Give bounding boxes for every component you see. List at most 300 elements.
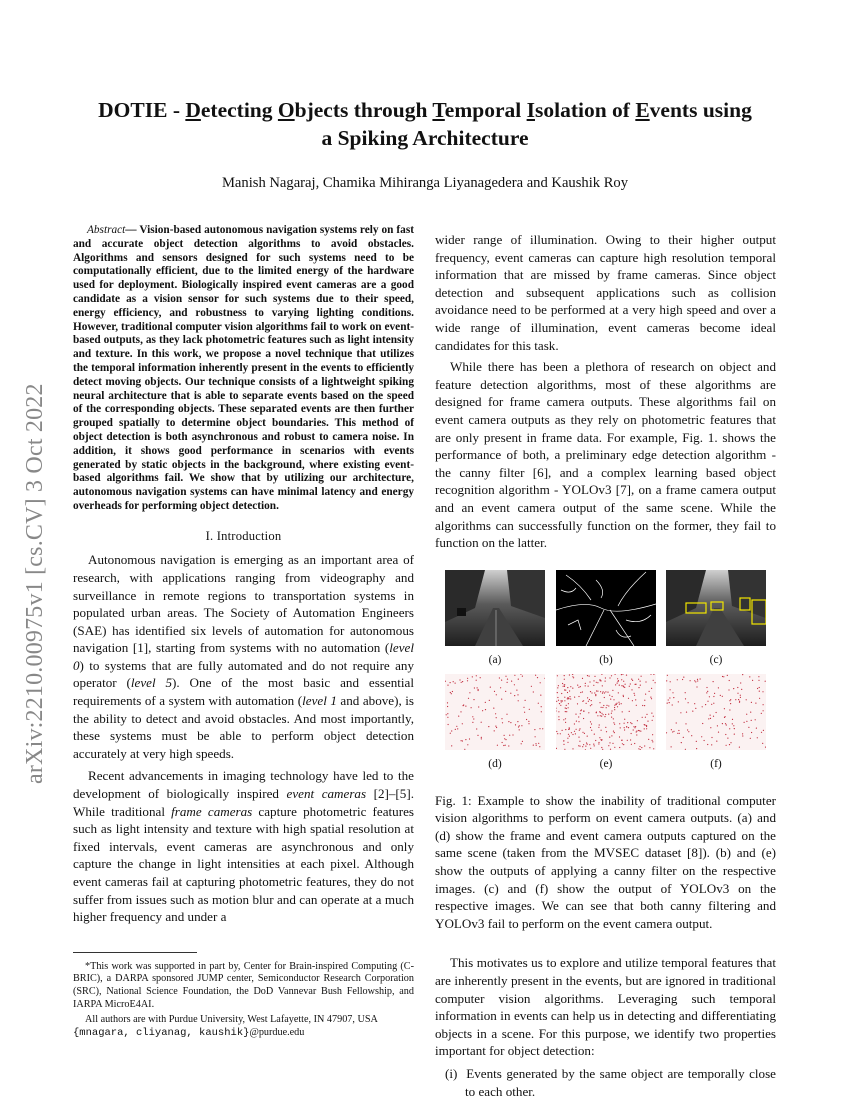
event-dot	[601, 747, 602, 748]
event-dot	[563, 740, 564, 741]
event-dot	[451, 730, 452, 731]
event-dot	[729, 680, 730, 681]
email-handles: {mnagara, cliyanag, kaushik}	[73, 1026, 250, 1039]
event-dot	[692, 710, 693, 711]
event-dot	[638, 748, 639, 749]
event-dot	[604, 716, 605, 717]
event-dot	[722, 723, 723, 724]
event-dot	[621, 674, 622, 675]
event-dot	[652, 719, 653, 720]
event-dot	[617, 681, 618, 682]
event-dot	[595, 694, 596, 695]
event-dot	[514, 684, 515, 685]
event-dot	[529, 708, 530, 709]
event-dot	[640, 684, 641, 685]
event-dot	[602, 692, 603, 693]
event-dot	[728, 689, 729, 690]
event-dot	[564, 689, 565, 690]
abstract-label: Abstract	[87, 224, 126, 236]
event-dot	[732, 718, 733, 719]
event-dot	[634, 692, 635, 693]
abstract-text: — Vision-based autonomous navigation systems rely on fast and accurate object detection algorithms to avoid obstacles. Algorithms and sensors designed for such systems need to be computationally efficient, due to the limited energy of the hardware used for deployment. Biologically inspired event cameras are a good candidate as a vision sensor for such systems due to their speed, energy efficiency, and robustness to varying lighting conditions. However, traditional computer vision algorithms fail to work on event-based outputs, as they lack photometric features such as light intensity and texture. In this work, we propose a novel technique that utilizes the temporal information inherently present in the events to efficiently detect moving objects. Our technique consists of a lightweight spiking neural architecture that is able to separate events based on the speed of the corresponding objects. These separated events are then further grouped spatially to determine object boundaries. This method of object detection is both asynchronous and robust to camera noise. In addition, it shows good performance in scenarios with events generated by static objects in the background, where existing event-based algorithms fail. We show that by utilizing our architecture, autonomous navigation systems can have minimal latency and energy overheads for performing object detection.	[73, 224, 414, 512]
event-dot	[651, 687, 652, 688]
event-dot	[461, 681, 462, 682]
event-dot	[644, 705, 645, 706]
event-dot	[575, 733, 576, 734]
event-dot	[629, 710, 630, 711]
event-dot	[465, 739, 466, 740]
event-dot	[746, 720, 747, 721]
title-cap-d: D	[185, 98, 201, 122]
event-dot	[710, 714, 711, 715]
event-dot	[578, 745, 579, 746]
event-dot	[569, 674, 570, 675]
event-dot	[472, 676, 473, 677]
event-dot	[450, 682, 451, 683]
event-dot	[695, 707, 696, 708]
event-dot	[690, 680, 691, 681]
event-dot	[502, 722, 503, 723]
event-dot	[558, 699, 559, 700]
event-dot	[585, 682, 586, 683]
event-dot	[729, 709, 730, 710]
event-dot	[579, 745, 580, 746]
event-dot	[503, 745, 504, 746]
text-run: capture photometric features such as light intensity and texture with high spatial resolution at fixed intervals, event cameras are asynchronous and only capture the change in light intensities at each pixel. Although event cameras fail at capturing photometric features, they do not suffer from issues such as motion blur and can operate at a much higher frequency and under a	[73, 803, 414, 925]
text-run: Autonomous navigation is emerging as an important area of research, with applications ranging from videography and surveillance in remote regions to transportation systems in populated urban areas. The Society of Automation Engineers (SAE) has identified six levels of automation for autonomous navigation [1], starting from systems with no automation (	[73, 552, 414, 656]
event-dot	[535, 743, 536, 744]
event-dot	[578, 721, 579, 722]
event-dot	[468, 697, 469, 698]
event-dot	[588, 712, 589, 713]
event-dot	[761, 731, 762, 732]
event-dot	[523, 706, 524, 707]
list-item-i	[435, 1065, 776, 1100]
event-dot	[590, 727, 591, 728]
event-dot	[447, 684, 448, 685]
event-dot	[746, 713, 747, 714]
event-dot	[567, 687, 568, 688]
event-dot	[749, 676, 750, 677]
event-dot	[671, 729, 672, 730]
event-dot	[688, 702, 689, 703]
event-dot	[568, 733, 569, 734]
event-dot	[569, 728, 570, 729]
event-dot	[516, 689, 517, 690]
event-dot	[517, 721, 518, 722]
event-dot	[496, 694, 497, 695]
event-dot	[627, 739, 628, 740]
event-dot	[494, 690, 495, 691]
event-dot	[587, 735, 588, 736]
email-domain: @purdue.edu	[249, 1026, 305, 1038]
event-dot	[614, 709, 615, 710]
event-dot	[478, 706, 479, 707]
figure-label-f: (f)	[710, 757, 722, 770]
event-dot	[506, 713, 507, 714]
event-dot	[587, 743, 588, 744]
title-word: vents using	[649, 98, 752, 122]
event-dot	[638, 687, 639, 688]
event-dot	[580, 686, 581, 687]
figure-1a-frame-image	[445, 570, 545, 646]
event-dot	[531, 685, 532, 686]
event-dot	[536, 744, 537, 745]
section-heading-introduction: I. Introduction	[205, 528, 282, 543]
event-dot	[540, 694, 541, 695]
event-dot	[586, 742, 587, 743]
event-dot	[683, 676, 684, 677]
event-dot	[646, 728, 647, 729]
event-dot	[729, 744, 730, 745]
event-dot	[669, 697, 670, 698]
event-dot	[748, 726, 749, 727]
event-dot	[625, 683, 626, 684]
event-dot	[582, 677, 583, 678]
event-dot	[594, 692, 595, 693]
event-dot	[584, 732, 585, 733]
event-dot	[670, 689, 671, 690]
event-dot	[727, 737, 728, 738]
event-dot	[613, 699, 614, 700]
event-dot	[687, 729, 688, 730]
event-dot	[535, 674, 536, 675]
event-dot	[729, 700, 730, 701]
event-dot	[557, 692, 558, 693]
event-dot	[685, 723, 686, 724]
event-dot	[711, 703, 712, 704]
figure-label-c: (c)	[709, 653, 723, 666]
event-dot	[635, 699, 636, 700]
event-dot	[697, 680, 698, 681]
event-dot	[597, 690, 598, 691]
event-dot	[707, 690, 708, 691]
event-dot	[467, 677, 468, 678]
event-dot	[615, 703, 616, 704]
event-dot	[678, 730, 679, 731]
event-dot	[601, 739, 602, 740]
event-dot	[579, 729, 580, 730]
event-dot	[752, 679, 753, 680]
event-dot	[591, 692, 592, 693]
event-dot	[563, 719, 564, 720]
list-text: Events generated by the same object are temporally close to each other.	[465, 1066, 776, 1099]
event-dot	[538, 702, 539, 703]
event-dot	[505, 739, 506, 740]
event-dot	[713, 681, 714, 682]
event-dot	[608, 713, 609, 714]
event-dot	[677, 679, 678, 680]
event-dot	[576, 728, 577, 729]
event-dot	[655, 682, 656, 683]
event-dot	[713, 702, 714, 703]
event-dot	[611, 716, 612, 717]
event-dot	[583, 710, 584, 711]
event-dot	[620, 727, 621, 728]
event-dot	[670, 681, 671, 682]
figure-1e-event-canny-image	[556, 674, 656, 750]
event-dot	[564, 684, 565, 685]
event-dot	[621, 703, 622, 704]
event-dot	[450, 692, 451, 693]
event-dot	[567, 741, 568, 742]
event-dot	[458, 715, 459, 716]
text-run: [2]–[5]. While traditional	[73, 786, 414, 819]
event-dot	[644, 724, 645, 725]
event-dot	[634, 694, 635, 695]
event-dot	[557, 687, 558, 688]
event-dot	[645, 681, 646, 682]
event-dot	[563, 743, 564, 744]
figure-label-e: (e)	[599, 757, 613, 770]
event-dot	[521, 725, 522, 726]
event-dot	[765, 680, 766, 681]
event-dot	[574, 696, 575, 697]
event-dot	[464, 748, 465, 749]
event-dot	[652, 741, 653, 742]
event-dot	[644, 699, 645, 700]
event-dot	[528, 723, 529, 724]
event-dot	[688, 731, 689, 732]
title-word: bjects through	[294, 98, 433, 122]
event-dot	[450, 732, 451, 733]
event-dot	[624, 727, 625, 728]
event-dot	[561, 693, 562, 694]
event-dot	[575, 713, 576, 714]
event-dot	[636, 731, 637, 732]
event-dot	[556, 700, 557, 701]
event-dot	[583, 744, 584, 745]
event-dot	[582, 731, 583, 732]
event-dot	[636, 704, 637, 705]
event-dot	[606, 731, 607, 732]
event-dot	[583, 718, 584, 719]
event-dot	[608, 705, 609, 706]
event-dot	[518, 726, 519, 727]
title-word: etecting	[200, 98, 278, 122]
event-dot	[565, 707, 566, 708]
event-dot	[585, 745, 586, 746]
event-dot	[585, 685, 586, 686]
event-dot	[632, 700, 633, 701]
event-dot	[755, 702, 756, 703]
event-dot	[509, 734, 510, 735]
event-dot	[739, 746, 740, 747]
abstract	[73, 224, 414, 514]
event-dot	[456, 725, 457, 726]
event-dot	[619, 736, 620, 737]
event-dot	[635, 683, 636, 684]
event-dot	[645, 716, 646, 717]
event-dot	[682, 679, 683, 680]
event-dot	[583, 700, 584, 701]
event-dot	[727, 674, 728, 675]
event-dot	[726, 724, 727, 725]
event-dot	[559, 703, 560, 704]
event-dot	[505, 675, 506, 676]
event-dot	[590, 705, 591, 706]
event-dot	[505, 690, 506, 691]
event-dot	[639, 746, 640, 747]
event-dot	[495, 713, 496, 714]
event-dot	[686, 711, 687, 712]
event-dot	[505, 744, 506, 745]
event-dot	[499, 677, 500, 678]
right-column	[435, 231, 776, 1100]
event-dot	[710, 717, 711, 718]
event-dot	[462, 681, 463, 682]
event-dot	[569, 727, 570, 728]
event-dot	[761, 712, 762, 713]
event-dot	[476, 728, 477, 729]
event-dot	[600, 691, 601, 692]
event-dot	[737, 692, 738, 693]
event-dot	[594, 733, 595, 734]
event-dot	[596, 711, 597, 712]
emphasis: level 0	[73, 640, 414, 673]
event-dot	[673, 730, 674, 731]
figure-1	[435, 570, 776, 780]
event-dot	[593, 743, 594, 744]
event-dot	[589, 699, 590, 700]
event-dot	[578, 686, 579, 687]
right-paragraph-3: This motivates us to explore and utilize temporal features that are inherently present in the events, but are ignored in traditional computer vision algorithms. Leveraging such temporal information in events can help us in detecting and differentiating objects in a scene. For this purpose, we identify two properties important for object detection:	[435, 955, 776, 1059]
event-dot	[564, 675, 565, 676]
event-dot	[602, 748, 603, 749]
emphasis: event cameras	[286, 786, 367, 802]
event-dot	[606, 704, 607, 705]
event-dot	[566, 711, 567, 712]
event-dot	[591, 723, 592, 724]
event-dot	[619, 684, 620, 685]
figure-label-b: (b)	[599, 653, 613, 666]
event-dot	[722, 695, 723, 696]
event-dot	[679, 732, 680, 733]
event-dot	[713, 696, 714, 697]
event-dot	[494, 730, 495, 731]
event-dot	[647, 720, 648, 721]
event-dot	[636, 734, 637, 735]
event-dot	[489, 699, 490, 700]
event-dot	[601, 715, 602, 716]
event-dot	[591, 704, 592, 705]
event-dot	[493, 707, 494, 708]
event-dot	[593, 684, 594, 685]
event-dot	[507, 681, 508, 682]
event-dot	[610, 748, 611, 749]
event-dot	[566, 704, 567, 705]
event-dot	[526, 719, 527, 720]
event-dot	[629, 685, 630, 686]
event-dot	[564, 685, 565, 686]
event-dot	[480, 677, 481, 678]
event-dot	[750, 737, 751, 738]
event-dot	[522, 675, 523, 676]
event-dot	[504, 738, 505, 739]
event-dot	[564, 696, 565, 697]
event-dot	[626, 726, 627, 727]
event-dot	[560, 704, 561, 705]
event-dot	[600, 680, 601, 681]
event-dot	[538, 742, 539, 743]
event-dot	[639, 730, 640, 731]
event-dot	[471, 707, 472, 708]
event-dot	[578, 736, 579, 737]
event-dot	[598, 726, 599, 727]
event-dot	[613, 722, 614, 723]
event-dot	[624, 686, 625, 687]
event-dot	[613, 718, 614, 719]
event-dot	[678, 701, 679, 702]
event-dot	[605, 677, 606, 678]
event-dot	[473, 718, 474, 719]
event-dot	[683, 736, 684, 737]
event-dot	[649, 747, 650, 748]
event-dot	[726, 744, 727, 745]
event-dot	[582, 746, 583, 747]
event-dot	[567, 698, 568, 699]
footnote-emails	[73, 1027, 414, 1040]
footnote-affiliation: All authors are with Purdue University, West Lafayette, IN 47907, USA	[85, 1014, 378, 1026]
event-dot	[569, 696, 570, 697]
event-dot	[495, 725, 496, 726]
figure-1-caption: Fig. 1: Example to show the inability of traditional computer vision algorithms to perform on event camera outputs. (a) and (d) show the frame and event camera outputs captured on the same scene (taken from the MVSEC dataset [8]). (b) and (e) show the outputs of applying a canny filter on the respective images. (c) and (f) show the output of YOLOv3 on the respective images. We can see that both canny filtering and YOLOv3 fail to perform on the event camera output.	[435, 792, 776, 931]
event-dot	[694, 680, 695, 681]
event-dot	[634, 743, 635, 744]
event-dot	[763, 704, 764, 705]
event-dot	[704, 740, 705, 741]
event-dot	[590, 721, 591, 722]
event-dot	[707, 700, 708, 701]
event-dot	[633, 729, 634, 730]
event-dot	[614, 746, 615, 747]
event-dot	[706, 692, 707, 693]
event-dot	[672, 692, 673, 693]
intro-paragraph-2	[73, 767, 414, 925]
event-dot	[617, 678, 618, 679]
event-dot	[514, 674, 515, 675]
event-dot	[612, 696, 613, 697]
title-cap-o: O	[277, 98, 295, 122]
event-dot	[560, 733, 561, 734]
event-dot	[571, 732, 572, 733]
event-dot	[594, 675, 595, 676]
event-dot	[481, 721, 482, 722]
event-dot	[568, 707, 569, 708]
event-dot	[738, 699, 739, 700]
event-dot	[624, 722, 625, 723]
list-marker: (i)	[445, 1066, 458, 1081]
title-cap-e: E	[635, 98, 650, 122]
event-dot	[558, 716, 559, 717]
event-dot	[598, 743, 599, 744]
event-dot	[631, 723, 632, 724]
event-dot	[630, 739, 631, 740]
title-cap-i: I	[526, 98, 535, 122]
event-dot	[447, 702, 448, 703]
event-dot	[729, 728, 730, 729]
event-dot	[669, 702, 670, 703]
event-dot	[501, 698, 502, 699]
event-dot	[685, 692, 686, 693]
event-dot	[558, 719, 559, 720]
event-dot	[599, 724, 600, 725]
event-dot	[759, 690, 760, 691]
event-dot	[614, 704, 615, 705]
event-dot	[447, 706, 448, 707]
event-dot	[588, 700, 589, 701]
event-dot	[602, 707, 603, 708]
